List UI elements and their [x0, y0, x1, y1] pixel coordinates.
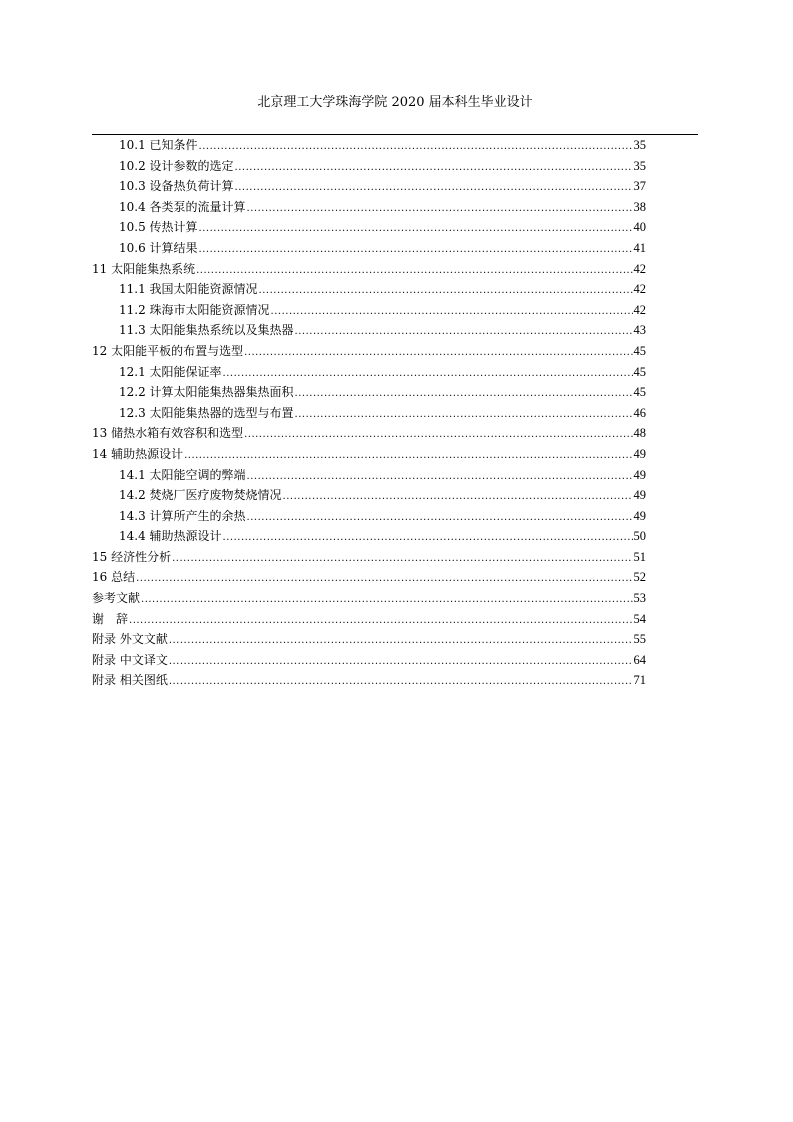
- toc-page-number: 49: [633, 446, 646, 461]
- toc-entry-title: 14.2 焚烧厂医疗废物焚烧情况: [119, 488, 282, 503]
- toc-page-number: 54: [633, 611, 646, 626]
- toc-page-number: 48: [633, 426, 646, 441]
- toc-page-number: 51: [633, 549, 646, 564]
- toc-entry[interactable]: [92, 156, 646, 177]
- toc-entry[interactable]: [92, 176, 646, 197]
- toc-entry-title: 13 储热水箱有效容积和选型: [92, 426, 244, 441]
- toc-entry-title: 12.1 太阳能保证率: [119, 364, 222, 379]
- toc-entry-title: 14.4 辅助热源设计: [119, 529, 222, 544]
- toc-entry[interactable]: [92, 547, 646, 568]
- toc-page-number: 45: [633, 343, 646, 358]
- toc-entry[interactable]: [92, 238, 646, 259]
- toc-page-number: 49: [633, 488, 646, 503]
- toc-dot-leader: [235, 178, 633, 199]
- toc-page-number: 40: [633, 220, 646, 235]
- toc-dot-leader: [244, 343, 632, 364]
- toc-entry-title: 11.1 我国太阳能资源情况: [119, 282, 258, 297]
- toc-dot-leader: [223, 528, 633, 549]
- toc-entry-title: 12.3 太阳能集热器的选型与布置: [119, 405, 294, 420]
- toc-entry[interactable]: [92, 320, 646, 341]
- toc-page-number: 45: [633, 364, 646, 379]
- toc-dot-leader: [169, 652, 633, 673]
- toc-entry[interactable]: [92, 444, 646, 465]
- toc-dot-leader: [295, 322, 633, 343]
- toc-entry[interactable]: [92, 259, 646, 280]
- toc-entry-title: 14.1 太阳能空调的弊端: [119, 467, 246, 482]
- toc-page-number: 43: [633, 323, 646, 338]
- toc-page-number: 71: [633, 673, 646, 688]
- toc-entry-title: 10.6 计算结果: [119, 240, 198, 255]
- toc-page-number: 45: [633, 385, 646, 400]
- toc-page-number: 53: [633, 591, 646, 606]
- toc-page-number: 38: [633, 199, 646, 214]
- running-header: 北京理工大学珠海学院 2020 届本科生毕业设计: [257, 95, 533, 110]
- toc-entry[interactable]: [92, 300, 646, 321]
- toc-entry[interactable]: [92, 423, 646, 444]
- toc-page-number: 41: [633, 240, 646, 255]
- toc-dot-leader: [169, 672, 633, 693]
- toc-entry-title: 10.2 设计参数的选定: [119, 158, 234, 173]
- toc-entry-title: 14.3 计算所产生的余热: [119, 508, 246, 523]
- toc-entry[interactable]: [92, 609, 646, 630]
- toc-dot-leader: [271, 302, 633, 323]
- toc-entry[interactable]: [92, 567, 646, 588]
- toc-entry[interactable]: [92, 629, 646, 650]
- toc-entry-title: 11.2 珠海市太阳能资源情况: [119, 302, 270, 317]
- toc-page-number: 42: [633, 261, 646, 276]
- toc-entry[interactable]: [92, 362, 646, 383]
- toc-dot-leader: [247, 467, 633, 488]
- toc-entry[interactable]: [92, 403, 646, 424]
- toc-page-number: 42: [633, 302, 646, 317]
- toc-entry[interactable]: [92, 670, 646, 691]
- toc-entry[interactable]: [92, 465, 646, 486]
- toc-entry[interactable]: [92, 485, 646, 506]
- toc-entry-title: 参考文献: [92, 591, 141, 606]
- toc-dot-leader: [136, 569, 632, 590]
- toc-entry-title: 10.1 已知条件: [119, 138, 198, 152]
- toc-page-number: 64: [633, 652, 646, 667]
- toc-entry[interactable]: [92, 279, 646, 300]
- toc-entry-title: 12 太阳能平板的布置与选型: [92, 343, 244, 358]
- toc-dot-leader: [244, 425, 632, 446]
- toc-page-number: 55: [633, 632, 646, 647]
- table-of-contents: [92, 135, 646, 691]
- toc-dot-leader: [184, 446, 632, 467]
- toc-entry[interactable]: [92, 650, 646, 671]
- toc-entry-title: 11.3 太阳能集热系统以及集热器: [119, 323, 294, 338]
- toc-page-number: 37: [633, 179, 646, 194]
- toc-dot-leader: [129, 611, 632, 632]
- toc-dot-leader: [172, 549, 632, 570]
- toc-page-number: 46: [633, 405, 646, 420]
- toc-dot-leader: [141, 590, 632, 611]
- toc-dot-leader: [247, 199, 633, 220]
- toc-dot-leader: [235, 158, 633, 179]
- toc-entry[interactable]: [92, 135, 646, 156]
- toc-dot-leader: [196, 261, 632, 282]
- toc-entry-title: 附录 中文译文: [92, 652, 168, 667]
- toc-dot-leader: [199, 219, 633, 240]
- toc-page-number: 52: [633, 570, 646, 585]
- toc-page-number: 35: [633, 158, 646, 173]
- toc-dot-leader: [283, 487, 633, 508]
- toc-page-number: 42: [633, 282, 646, 297]
- toc-dot-leader: [247, 508, 633, 529]
- toc-entry[interactable]: [92, 382, 646, 403]
- toc-dot-leader: [199, 137, 633, 158]
- toc-entry-title: 10.4 各类泵的流量计算: [119, 199, 246, 214]
- toc-entry[interactable]: [92, 588, 646, 609]
- toc-dot-leader: [295, 405, 633, 426]
- toc-entry-title: 谢 辞: [92, 611, 129, 626]
- toc-page-number: 49: [633, 467, 646, 482]
- toc-entry-title: 12.2 计算太阳能集热器集热面积: [119, 385, 294, 400]
- toc-dot-leader: [223, 364, 633, 385]
- toc-entry-title: 15 经济性分析: [92, 549, 172, 564]
- toc-entry-title: 附录 外文文献: [92, 632, 168, 647]
- toc-page-number: 35: [633, 138, 646, 152]
- toc-dot-leader: [199, 240, 633, 261]
- toc-entry-title: 14 辅助热源设计: [92, 446, 184, 461]
- toc-entry[interactable]: [92, 217, 646, 238]
- toc-entry[interactable]: [92, 341, 646, 362]
- toc-dot-leader: [169, 631, 633, 652]
- toc-page-number: 50: [633, 529, 646, 544]
- toc-dot-leader: [295, 384, 633, 405]
- toc-entry-title: 10.3 设备热负荷计算: [119, 179, 234, 194]
- toc-entry[interactable]: [92, 197, 646, 218]
- toc-dot-leader: [259, 281, 633, 302]
- toc-entry[interactable]: [92, 506, 646, 527]
- toc-entry[interactable]: [92, 526, 646, 547]
- toc-page-number: 49: [633, 508, 646, 523]
- toc-entry-title: 10.5 传热计算: [119, 220, 198, 235]
- toc-entry-title: 16 总结: [92, 570, 136, 585]
- toc-entry-title: 附录 相关图纸: [92, 673, 168, 688]
- toc-entry-title: 11 太阳能集热系统: [92, 261, 196, 276]
